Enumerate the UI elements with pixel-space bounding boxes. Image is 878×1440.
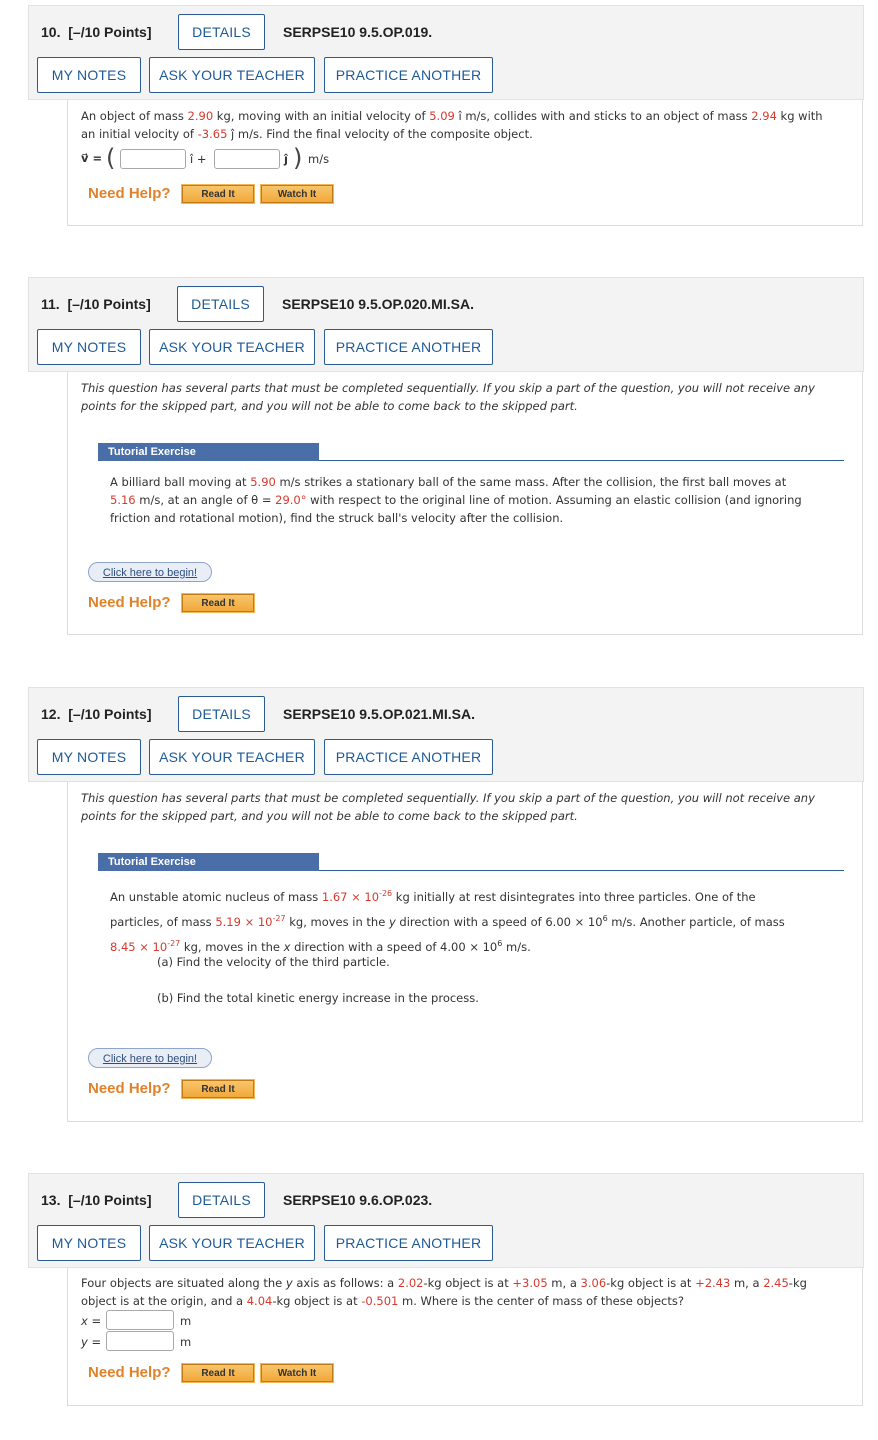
sequential-note: This question has several parts that must be completed sequentially. If you skip a part of the question, you will not receive any points for the skipped part, and you will not be able to come back to the skipped part. [81, 791, 815, 823]
details-button[interactable]: DETAILS [178, 1182, 265, 1218]
question-number: 13. [–/10 Points] [41, 1192, 152, 1208]
practice-another-button[interactable]: PRACTICE ANOTHER [324, 329, 493, 365]
question-header [28, 277, 864, 372]
practice-another-button[interactable]: PRACTICE ANOTHER [324, 739, 493, 775]
tutorial-bar [98, 853, 844, 871]
part-a: (a) Find the velocity of the third particle. [157, 955, 390, 969]
my-notes-button[interactable]: MY NOTES [37, 1225, 141, 1261]
read-it-button[interactable]: Read It [182, 1364, 254, 1382]
need-help-label: Need Help? [88, 1080, 171, 1097]
question-number: 12. [–/10 Points] [41, 706, 152, 722]
question-code: SERPSE10 9.5.OP.019. [283, 24, 433, 40]
question-text: An object of mass 2.90 kg, moving with an initial velocity of 5.09 î m/s, collides with and sticks to an object of mass 2.94 kg with an initial velocity of -3.65 ĵ m/s. Find the final velocity of the composite object. [81, 109, 823, 141]
question-header [28, 1173, 864, 1268]
question-body [67, 1268, 863, 1406]
read-it-button[interactable]: Read It [182, 185, 254, 203]
need-help-label: Need Help? [88, 594, 171, 611]
question-text: Four objects are situated along the y axis as follows: a 2.02-kg object is at +3.05 m, a 3.06-kg object is at +2.43 m, a 2.45-kg object is at the origin, and a 4.04-kg object is at -0.501 m. Where is the center of mass of these objects? [81, 1276, 807, 1308]
question-code: SERPSE10 9.5.OP.021.MI.SA. [283, 706, 475, 722]
x-unit: m [180, 1314, 192, 1328]
details-button[interactable]: DETAILS [178, 14, 265, 50]
tutorial-text: A billiard ball moving at 5.90 m/s strikes a stationary ball of the same mass. After the collision, the first ball moves at 5.16 m/s, at an angle of θ = 29.0° with respect to the original line of motion. Assuming an elastic collision (and ignoring friction and rotational motion), find the struck ball's velocity after the collision. [110, 475, 802, 525]
question-body [67, 372, 863, 635]
click-begin-button[interactable]: Click here to begin! [88, 1048, 212, 1068]
part-b: (b) Find the total kinetic energy increase in the process. [157, 991, 479, 1005]
question-number: 11. [–/10 Points] [41, 296, 151, 312]
i-hat-label: î + [190, 152, 207, 166]
x-input[interactable] [106, 1310, 174, 1330]
question-header [28, 5, 864, 100]
tutorial-label: Tutorial Exercise [98, 853, 319, 871]
sequential-note: This question has several parts that must be completed sequentially. If you skip a part of the question, you will not receive any points for the skipped part, and you will not be able to come back to the skipped part. [81, 381, 815, 413]
y-input[interactable] [106, 1331, 174, 1351]
close-paren: ) [293, 144, 303, 172]
practice-another-button[interactable]: PRACTICE ANOTHER [324, 57, 493, 93]
question-number: 10. [–/10 Points] [41, 24, 152, 40]
my-notes-button[interactable]: MY NOTES [37, 57, 141, 93]
x-label: x = [81, 1314, 102, 1328]
tutorial-bar [98, 443, 844, 461]
question-code: SERPSE10 9.5.OP.020.MI.SA. [282, 296, 474, 312]
question-body [67, 100, 863, 226]
ask-teacher-button[interactable]: ASK YOUR TEACHER [149, 329, 315, 365]
velocity-label: v⃗ = [81, 151, 103, 165]
need-help-label: Need Help? [88, 1364, 171, 1381]
unit-label: m/s [308, 152, 330, 166]
details-button[interactable]: DETAILS [177, 286, 264, 322]
click-begin-button[interactable]: Click here to begin! [88, 562, 212, 582]
j-hat-label: ĵ [284, 152, 288, 166]
ask-teacher-button[interactable]: ASK YOUR TEACHER [149, 1225, 315, 1261]
velocity-j-input[interactable] [214, 149, 280, 169]
need-help-label: Need Help? [88, 185, 171, 202]
watch-it-button[interactable]: Watch It [261, 185, 333, 203]
my-notes-button[interactable]: MY NOTES [37, 329, 141, 365]
ask-teacher-button[interactable]: ASK YOUR TEACHER [149, 739, 315, 775]
my-notes-button[interactable]: MY NOTES [37, 739, 141, 775]
y-unit: m [180, 1335, 192, 1349]
tutorial-text: An unstable atomic nucleus of mass $1.67 \times 10^{-26}$ kg initially at rest disintegrates into three particles. One of the particles, of mass $5.19 \times 10^{-27}$ kg, moves in the y direction with a speed of $6.00 \times 10^6$ m/s. Another particle, of mass $8.45 \times 10^{-27}$ kg, moves in the x direction with a speed of $4.00 \times 10^6$ m/s. [110, 889, 785, 954]
open-paren: ( [106, 144, 116, 172]
question-code: SERPSE10 9.6.OP.023. [283, 1192, 433, 1208]
read-it-button[interactable]: Read It [182, 1080, 254, 1098]
question-body [67, 782, 863, 1122]
details-button[interactable]: DETAILS [178, 696, 265, 732]
ask-teacher-button[interactable]: ASK YOUR TEACHER [149, 57, 315, 93]
read-it-button[interactable]: Read It [182, 594, 254, 612]
tutorial-label: Tutorial Exercise [98, 443, 319, 461]
velocity-i-input[interactable] [120, 149, 186, 169]
watch-it-button[interactable]: Watch It [261, 1364, 333, 1382]
y-label: y = [81, 1335, 102, 1349]
question-header [28, 687, 864, 782]
practice-another-button[interactable]: PRACTICE ANOTHER [324, 1225, 493, 1261]
